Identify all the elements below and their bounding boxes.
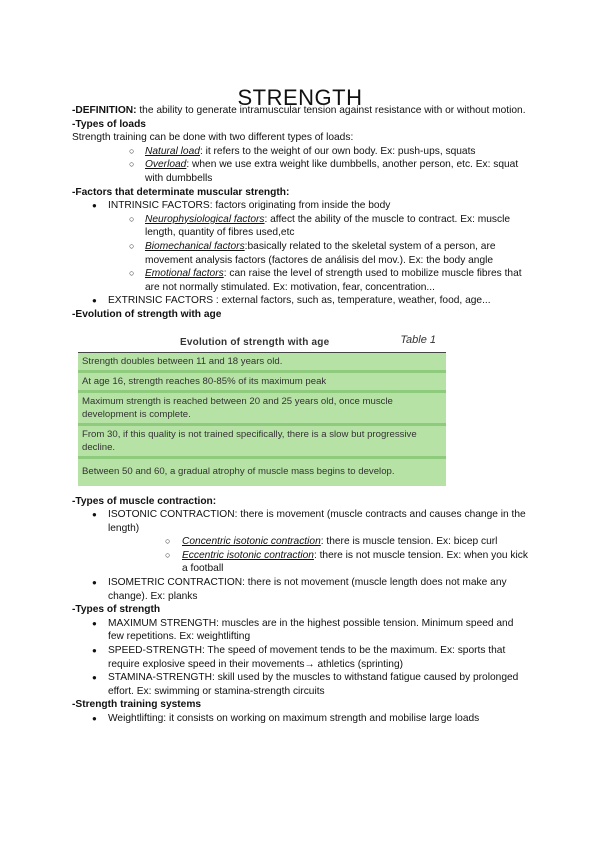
heading-types: -Types of strength	[72, 604, 161, 616]
disc-bullet-icon: ●	[92, 618, 97, 628]
table-row: Strength doubles between 11 and 18 years old.	[78, 353, 446, 373]
list-item	[72, 294, 532, 308]
table-header	[78, 332, 446, 352]
item-text: MAXIMUM STRENGTH: muscles are in the highest possible tension. Minimum speed and few repetitions. Ex: weightlifting	[108, 617, 514, 643]
term: Overload	[145, 159, 187, 171]
term: Emotional factors	[145, 268, 224, 280]
list-item	[72, 644, 532, 671]
document-body	[72, 104, 532, 726]
list-item	[72, 508, 532, 535]
circle-bullet-icon: ○	[129, 159, 135, 170]
item-text: STAMINA-STRENGTH: skill used by the muscles to withstand fatigue caused by prolonged effort. Ex: swimming or stamina-strength circuits	[108, 672, 519, 697]
table-row: At age 16, strength reaches 80-85% of its maximum peak	[78, 373, 446, 393]
page-title: STRENGTH	[237, 84, 363, 110]
term: Eccentric isotonic contraction	[182, 549, 314, 561]
circle-bullet-icon: ○	[129, 268, 135, 279]
circle-bullet-icon: ○	[129, 240, 135, 251]
table-row: From 30, if this quality is not trained specifically, there is a slow but progressive decline.	[78, 426, 446, 459]
item-text: Weightlifting: it consists on working on maximum strength and mobilise large loads	[108, 713, 480, 724]
item-text: :basically related to the skeletal system of a person, are movement analysis factors (factores de análisis del mov.). Ex: the body angle	[145, 240, 496, 266]
heading-evolution: -Evolution of strength with age	[72, 308, 222, 320]
table-title: Evolution of strength with age	[180, 336, 330, 348]
disc-bullet-icon: ●	[92, 646, 97, 656]
list-item	[72, 213, 532, 240]
list-item	[72, 240, 532, 267]
list-item	[72, 712, 532, 726]
item-text: : can raise the level of strength used to mobilize muscle fibres that are not normally stimulated. Ex: motivation, fear, concentration...	[145, 268, 522, 293]
disc-bullet-icon: ●	[92, 673, 97, 683]
table-row: Maximum strength is reached between 20 and 25 years old, once muscle development is complete.	[78, 393, 446, 426]
item-text: SPEED-STRENGTH: The speed of movement tends to be the maximum. Ex: sports that require explosive speed in their movements→ athletics (sprinting)	[108, 645, 506, 670]
list-item	[72, 671, 532, 698]
table-body	[78, 352, 446, 486]
table-row: Between 50 and 60, a gradual atrophy of muscle mass begins to develop.	[78, 459, 446, 486]
definition-label: -DEFINITION:	[72, 105, 137, 116]
disc-bullet-icon: ●	[92, 714, 97, 723]
list-item	[72, 549, 532, 576]
heading-systems: -Strength training systems	[72, 699, 202, 711]
loads-intro: Strength training can be done with two different types of loads:	[72, 132, 354, 144]
circle-bullet-icon: ○	[129, 145, 135, 156]
term: Biomechanical factors	[145, 240, 245, 252]
heading-factors: -Factors that determinate muscular strength:	[72, 186, 290, 198]
heading-loads: -Types of loads	[72, 118, 146, 130]
term: Neurophysiological factors	[145, 213, 265, 225]
table-label: Table 1	[400, 333, 436, 346]
definition	[72, 104, 532, 118]
list-item	[72, 267, 532, 294]
term: Natural load	[145, 145, 200, 157]
disc-bullet-icon: ●	[92, 201, 97, 211]
disc-bullet-icon: ●	[92, 296, 97, 306]
list-item	[72, 145, 532, 159]
disc-bullet-icon: ●	[92, 578, 97, 588]
definition-text: the ability to generate intramuscular tension against resistance with or without motion.	[136, 105, 526, 116]
item-text: : there is not muscle tension. Ex: when you kick a football	[182, 549, 528, 575]
item-text: ISOMETRIC CONTRACTION: there is not movement (muscle length does not make any change). Ex: planks	[108, 577, 507, 602]
circle-bullet-icon: ○	[129, 213, 135, 224]
item-text: ISOTONIC CONTRACTION: there is movement (muscle contracts and causes change in the length)	[108, 509, 526, 534]
item-text: : it refers to the weight of our own body. Ex: push-ups, squats	[199, 145, 476, 157]
circle-bullet-icon: ○	[165, 536, 171, 547]
heading-contraction: -Types of muscle contraction:	[72, 495, 217, 507]
item-text: : when we use extra weight like dumbbells, another person, etc. Ex: squat with dumbbells	[145, 159, 519, 184]
item-text: INTRINSIC FACTORS: factors originating from inside the body	[108, 200, 391, 212]
term: Concentric isotonic contraction	[182, 536, 321, 548]
list-item	[72, 576, 532, 603]
list-item	[72, 535, 532, 549]
disc-bullet-icon: ●	[92, 510, 97, 520]
list-item	[72, 617, 532, 644]
circle-bullet-icon: ○	[165, 549, 171, 560]
strength-age-table	[78, 332, 446, 486]
list-item	[72, 158, 532, 185]
item-text: : affect the ability of the muscle to contract. Ex: muscle length, quantity of fibres used,etc	[145, 213, 511, 239]
item-text: : there is muscle tension. Ex: bicep curl	[320, 536, 498, 548]
list-item	[72, 199, 532, 213]
item-text: EXTRINSIC FACTORS : external factors, such as, temperature, weather, food, age...	[108, 295, 491, 307]
